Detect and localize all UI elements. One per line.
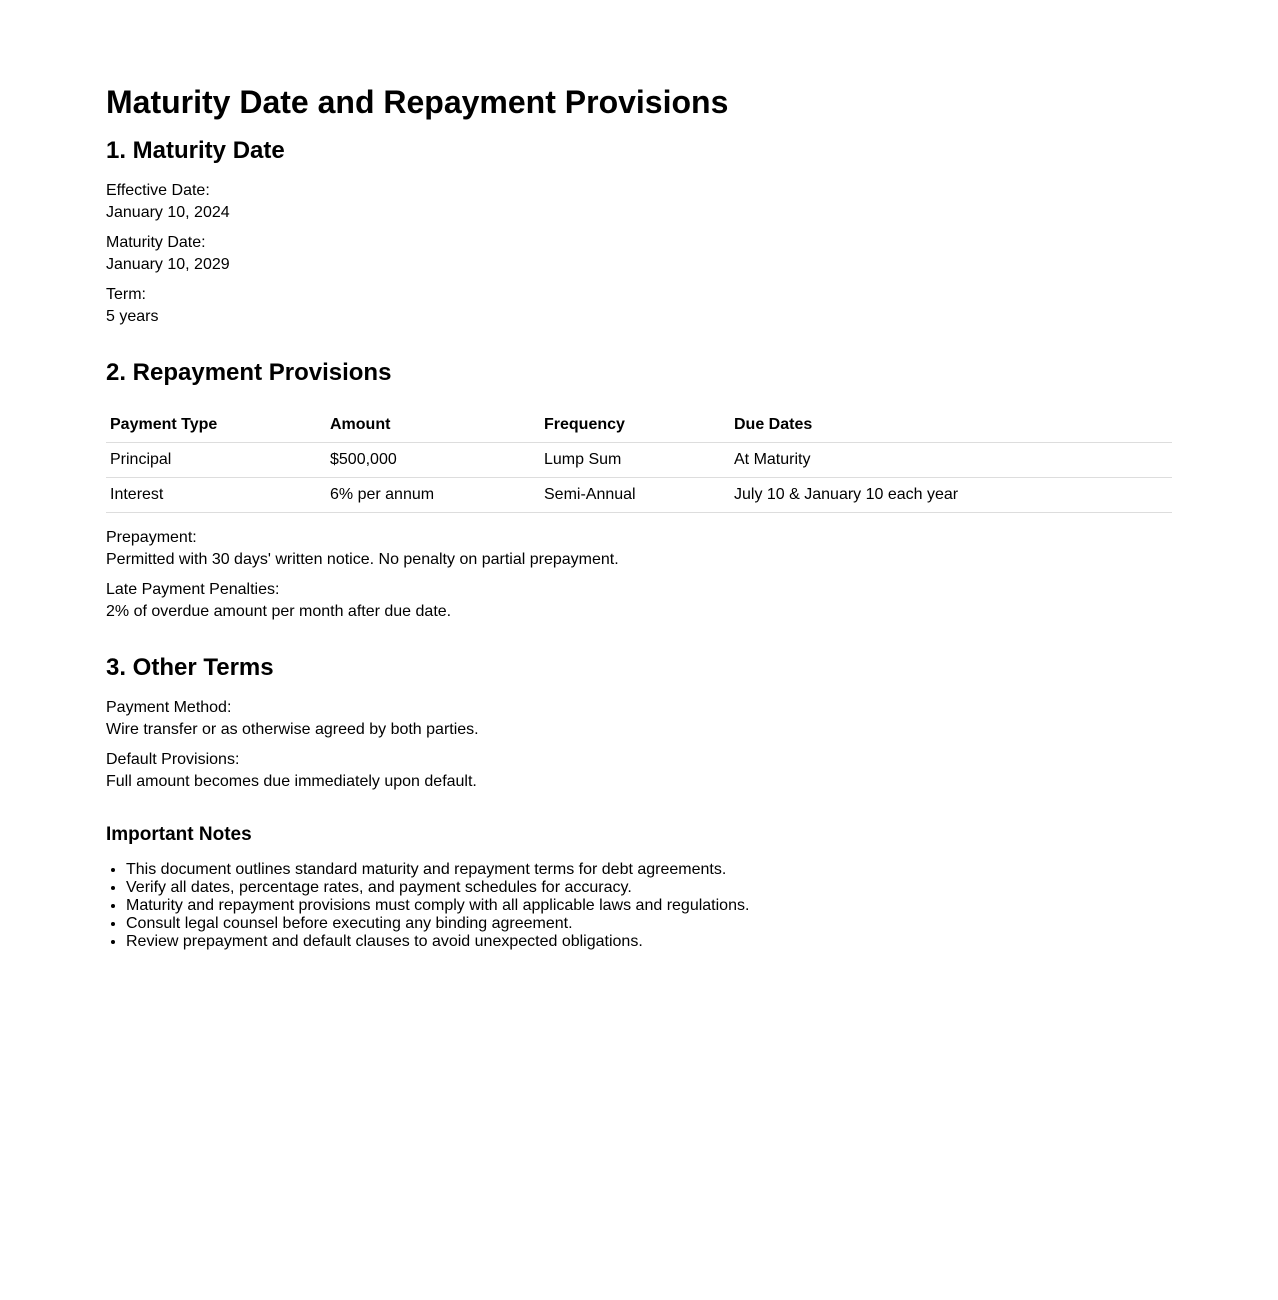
maturity-date-field — [106, 232, 1172, 276]
repayment-fields — [106, 527, 1172, 623]
field-label: Maturity Date: — [106, 234, 206, 251]
cell-payment-type: Principal — [106, 443, 326, 478]
important-notes-title: Important Notes — [106, 824, 252, 845]
cell-due-dates: July 10 & January 10 each year — [730, 478, 1172, 513]
field-value: 2% of overdue amount per month after due date. — [106, 603, 452, 620]
prepayment-field — [106, 527, 1172, 571]
list-item: • Verify all dates, percentage rates, and payment schedules for accuracy. — [126, 879, 1172, 897]
cell-amount: 6% per annum — [326, 478, 540, 513]
cell-payment-type: Interest — [106, 478, 326, 513]
table-row — [106, 478, 1172, 513]
default-provisions-field — [106, 749, 1172, 793]
field-label: Payment Method: — [106, 699, 232, 716]
section-maturity-date-title: 1. Maturity Date — [106, 137, 285, 164]
important-notes-list — [106, 861, 1172, 951]
field-label: Prepayment: — [106, 529, 197, 546]
field-label: Default Provisions: — [106, 751, 240, 768]
field-value: January 10, 2024 — [106, 204, 230, 221]
field-value: Full amount becomes due immediately upon default. — [106, 773, 477, 790]
field-value: January 10, 2029 — [106, 256, 230, 273]
page-title: Maturity Date and Repayment Provisions — [106, 84, 729, 120]
cell-amount: $500,000 — [326, 443, 540, 478]
table-row — [106, 443, 1172, 478]
payment-method-field — [106, 697, 1172, 741]
header-amount: Amount — [326, 408, 540, 443]
section-other-terms-title: 3. Other Terms — [106, 654, 274, 681]
other-terms-fields — [106, 697, 1172, 793]
field-value: 5 years — [106, 308, 159, 325]
repayment-table — [106, 408, 1172, 513]
effective-date-field — [106, 180, 1172, 224]
cell-frequency: Semi-Annual — [540, 478, 730, 513]
field-value: Permitted with 30 days' written notice. No penalty on partial prepayment. — [106, 551, 619, 568]
cell-frequency: Lump Sum — [540, 443, 730, 478]
header-frequency: Frequency — [540, 408, 730, 443]
field-label: Effective Date: — [106, 182, 210, 199]
term-field — [106, 284, 1172, 328]
maturity-date-fields — [106, 180, 1172, 328]
cell-due-dates: At Maturity — [730, 443, 1172, 478]
list-item: • Consult legal counsel before executing any binding agreement. — [126, 915, 1172, 933]
field-label: Late Payment Penalties: — [106, 581, 280, 598]
list-item: • This document outlines standard maturity and repayment terms for debt agreements. — [126, 861, 1172, 879]
list-item: • Review prepayment and default clauses to avoid unexpected obligations. — [126, 933, 1172, 951]
table-header-row — [106, 408, 1172, 443]
header-due-dates: Due Dates — [730, 408, 1172, 443]
late-payment-penalties-field — [106, 579, 1172, 623]
header-payment-type: Payment Type — [106, 408, 326, 443]
list-item: • Maturity and repayment provisions must comply with all applicable laws and regulations. — [126, 897, 1172, 915]
section-repayment-provisions-title: 2. Repayment Provisions — [106, 359, 392, 386]
field-label: Term: — [106, 286, 146, 303]
field-value: Wire transfer or as otherwise agreed by both parties. — [106, 721, 479, 738]
